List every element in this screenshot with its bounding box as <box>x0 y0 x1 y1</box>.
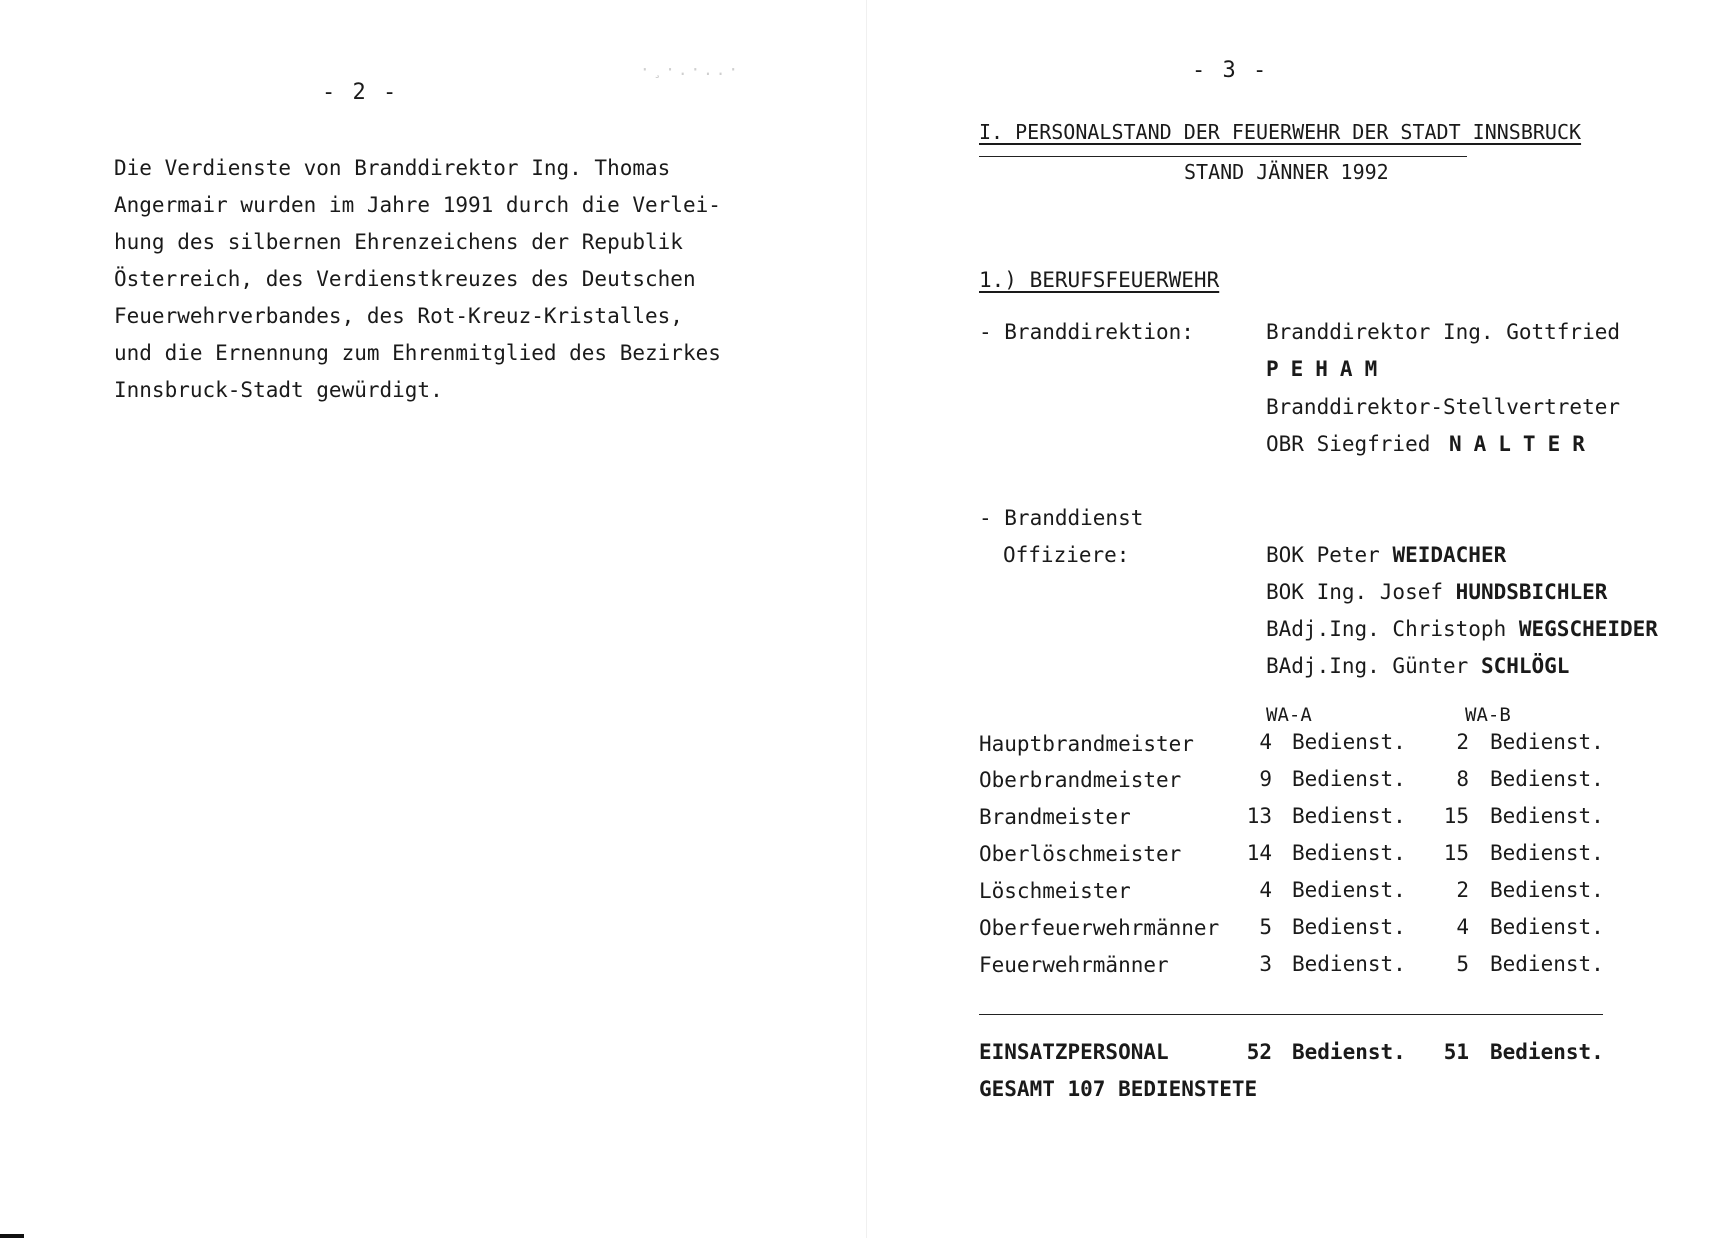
officer-entry <box>1266 654 1569 678</box>
count-wa-a: 3 <box>1259 952 1272 976</box>
officer-entry <box>1266 580 1607 604</box>
officer-prefix: BAdj.Ing. Christoph <box>1266 617 1507 641</box>
paragraph <box>114 150 734 409</box>
officer-entry <box>1266 543 1506 567</box>
unit-label: Bedienst. <box>1490 804 1604 828</box>
officer-prefix: BAdj.Ing. Günter <box>1266 654 1469 678</box>
scan-edge-mark <box>0 1234 24 1238</box>
unit-label: Bedienst. <box>1292 804 1406 828</box>
unit-label: Bedienst. <box>1292 841 1406 865</box>
count-wa-b: 8 <box>1456 767 1469 791</box>
branddienst-label: - Branddienst <box>979 506 1144 530</box>
rank-label: Oberbrandmeister <box>979 768 1182 792</box>
unit-label: Bedienst. <box>1292 767 1406 791</box>
stellvertreter-prefix: OBR Siegfried <box>1266 432 1431 456</box>
unit-label: Bedienst. <box>1490 915 1604 939</box>
unit-label: Bedienst. <box>1490 952 1604 976</box>
heading-rule <box>979 156 1467 157</box>
paragraph-line: Die Verdienste von Branddirektor Ing. Thomas <box>114 156 671 180</box>
rank-label: Oberfeuerwehrmänner <box>979 916 1220 940</box>
grand-total: GESAMT 107 BEDIENSTETE <box>979 1077 1258 1101</box>
scan-smudge: ·¸·.·..· <box>640 60 742 79</box>
paragraph-line: Österreich, des Verdienstkreuzes des Deutschen <box>114 267 696 291</box>
count-wa-a: 5 <box>1259 915 1272 939</box>
officer-entry <box>1266 617 1658 641</box>
paragraph-line: Angermair wurden im Jahre 1991 durch die Verlei- <box>114 193 721 217</box>
offiziere-label: Offiziere: <box>1003 543 1130 567</box>
total-wa-b: 51 <box>1443 1040 1469 1064</box>
page-right <box>866 0 1734 1238</box>
count-wa-b: 15 <box>1443 804 1469 828</box>
unit-label: Bedienst. <box>1292 730 1406 754</box>
officer-surname: WEIDACHER <box>1392 543 1507 567</box>
unit-label: Bedienst. <box>1292 1040 1406 1064</box>
total-rule <box>979 1014 1603 1015</box>
officer-surname: SCHLÖGL <box>1480 654 1570 678</box>
column-header-wa-b: WA-B <box>1465 704 1511 726</box>
page-number: - 3 - <box>1192 58 1269 83</box>
page-subheading: STAND JÄNNER 1992 <box>1184 160 1389 184</box>
rank-label: Feuerwehrmänner <box>979 953 1169 977</box>
count-wa-b: 5 <box>1456 952 1469 976</box>
column-header-wa-a: WA-A <box>1266 704 1312 726</box>
count-wa-b: 2 <box>1456 730 1469 754</box>
branddirektion-label: - Branddirektion: <box>979 320 1194 344</box>
page-number: - 2 - <box>322 80 399 105</box>
stellvertreter-name: NALTER <box>1449 432 1597 456</box>
count-wa-a: 14 <box>1246 841 1272 865</box>
total-wa-a: 52 <box>1246 1040 1272 1064</box>
page-heading: I. PERSONALSTAND DER FEUERWEHR DER STADT INNSBRUCK <box>979 120 1582 144</box>
unit-label: Bedienst. <box>1490 730 1604 754</box>
section-title: 1.) BERUFSFEUERWEHR <box>979 268 1220 292</box>
branddirektor-name: PEHAM <box>1266 357 1390 381</box>
paragraph-line: hung des silbernen Ehrenzeichens der Republik <box>114 230 683 254</box>
page-left <box>0 0 866 1238</box>
unit-label: Bedienst. <box>1292 952 1406 976</box>
unit-label: Bedienst. <box>1490 1040 1604 1064</box>
total-label: EINSATZPERSONAL <box>979 1040 1169 1064</box>
unit-label: Bedienst. <box>1490 878 1604 902</box>
officer-prefix: BOK Ing. Josef <box>1266 580 1444 604</box>
rank-label: Löschmeister <box>979 879 1131 903</box>
rank-label: Brandmeister <box>979 805 1131 829</box>
count-wa-b: 2 <box>1456 878 1469 902</box>
officer-surname: WEGSCHEIDER <box>1518 617 1658 641</box>
unit-label: Bedienst. <box>1490 841 1604 865</box>
count-wa-a: 9 <box>1259 767 1272 791</box>
count-wa-b: 4 <box>1456 915 1469 939</box>
officer-prefix: BOK Peter <box>1266 543 1380 567</box>
rank-label: Oberlöschmeister <box>979 842 1182 866</box>
rank-label: Hauptbrandmeister <box>979 732 1194 756</box>
unit-label: Bedienst. <box>1292 878 1406 902</box>
paragraph-line: Innsbruck-Stadt gewürdigt. <box>114 378 443 402</box>
unit-label: Bedienst. <box>1292 915 1406 939</box>
branddirektor-line: Branddirektor Ing. Gottfried <box>1266 320 1621 344</box>
paragraph-line: Feuerwehrverbandes, des Rot-Kreuz-Kristalles, <box>114 304 683 328</box>
paragraph-line: und die Ernennung zum Ehrenmitglied des Bezirkes <box>114 341 721 365</box>
count-wa-a: 4 <box>1259 878 1272 902</box>
count-wa-b: 15 <box>1443 841 1469 865</box>
count-wa-a: 13 <box>1246 804 1272 828</box>
stellvertreter-line: Branddirektor-Stellvertreter <box>1266 395 1621 419</box>
officer-surname: HUNDSBICHLER <box>1455 580 1608 604</box>
unit-label: Bedienst. <box>1490 767 1604 791</box>
count-wa-a: 4 <box>1259 730 1272 754</box>
